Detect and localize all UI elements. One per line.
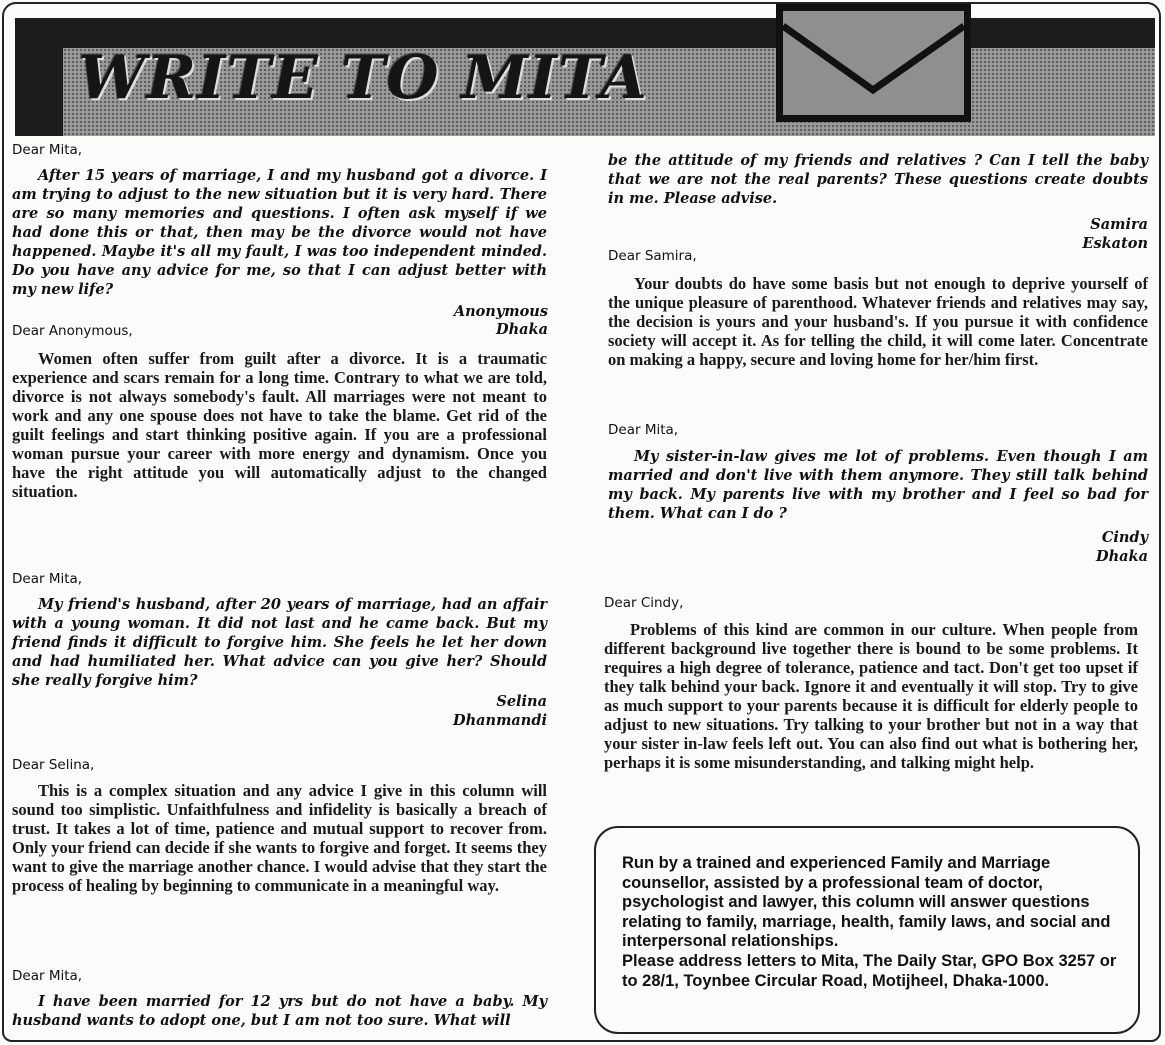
reply-4-salutation: Dear Cindy, — [604, 595, 684, 611]
info-box-description: Run by a trained and experienced Family and Marriage counsellor, assisted by a professional team of doctor, psychologist and lawyer, this column will answer questions relating to family, marriage, health, family laws, and social and interpersonal relationships. — [622, 854, 1111, 951]
reply-3-salutation: Dear Samira, — [608, 248, 697, 264]
page-title: WRITE TO MITA — [78, 43, 648, 113]
reply-1 — [12, 349, 547, 501]
reply-2-salutation: Dear Selina, — [12, 757, 95, 773]
letter-1-signature-name: Anonymous — [453, 303, 548, 320]
reply-2-body: This is a complex situation and any advice I give in this column will sound too simplistic. Unfaithfulness and infidelity is basically a breach of trust. It takes a lot of time, patience and mutual support to recover from. Only your friend can decide if she wants to forgive and forget. It seems they want to give the marriage another chance. I would advise that they start the process of healing by beginning to communicate in a meaningful way. — [12, 781, 547, 895]
letter-4-signature-name: Cindy — [1101, 529, 1148, 546]
letter-2-body: My friend's husband, after 20 years of marriage, had an affair with a young woman. It did not last and he came back. But my friend finds it difficult to forgive him. She feels he let her down and had humiliated her. What advice can you give her? Should she really forgive him? — [12, 596, 547, 689]
letter-2 — [12, 570, 547, 730]
letter-4-salutation: Dear Mita, — [608, 422, 679, 438]
column-info-box — [594, 826, 1140, 1034]
letter-2-salutation: Dear Mita, — [12, 571, 83, 587]
letter-1-signature — [400, 302, 548, 321]
letter-1-signature-place: Dhaka — [496, 321, 548, 338]
reply-3 — [608, 247, 1148, 369]
letter-3-body-part1: I have been married for 12 yrs but do not have a baby. My husband wants to adopt one, but I am not too sure. What will — [12, 993, 547, 1029]
reply-1-body: Women often suffer from guilt after a divorce. It is a traumatic experience and scars remain for a long time. Contrary to what we are told, divorce is not always somebody's fault. All marriages were not meant to work and any one spouse does not have to take the blame. Get rid of the guilt feelings and start thinking positive again. If you are a professional woman pursue your career with more energy and dynamism. Once you have the right attitude you will automatically adjust to the changed situation. — [12, 349, 547, 501]
letter-2-signature-place: Dhanmandi — [453, 712, 547, 729]
reply-4-body: Problems of this kind are common in our culture. When people from different background live together there is bound to be some problems. It requires a high degree of tolerance, patience and tact. Don't get too upset if they talk behind your back. Ignore it and eventually it will stop. Try to give as much support to your parents because it is difficult for elderly people to adjust to new situations. Try talking to your brother but not in a way that your sister in-law feels left out. You can also find out what is bothering her, perhaps it is some misunderstanding, and talking might help. — [604, 620, 1138, 772]
reply-3-body: Your doubts do have some basis but not enough to deprive yourself of the unique pleasure of parenthood. Whatever friends and relatives may say, the decision is yours and your husband's. If you pursue it with confidence society will accept it. As for telling the child, it will come later. Concentrate on making a happy, secure and loving home for her/him first. — [608, 274, 1148, 369]
letter-1-salutation: Dear Mita, — [12, 142, 83, 158]
letter-3-salutation: Dear Mita, — [12, 968, 83, 984]
letter-3-body-part2: be the attitude of my friends and relatives ? Can I tell the baby that we are not the real parents? These questions create doubts in me. Please advise. — [608, 152, 1148, 207]
left-column — [12, 141, 547, 299]
info-box-text — [622, 854, 1122, 991]
letter-3 — [12, 967, 547, 1030]
reply-1-salutation: Dear Anonymous, — [12, 323, 133, 339]
letter-4-body: My sister-in-law gives me lot of problems. Even though I am married and don't live with them anymore. They still talk behind my back. My parents live with my brother and I feel so bad for them. What can I do ? — [608, 448, 1148, 522]
letter-3-signature-place: Eskaton — [1082, 235, 1148, 252]
letter-3-signature-name: Samira — [1090, 216, 1148, 233]
letter-4 — [608, 421, 1148, 566]
letter-3-continued — [608, 151, 1148, 253]
letter-2-signature-name: Selina — [496, 693, 547, 710]
info-box-address: Please address letters to Mita, The Daily Star, GPO Box 3257 or to 28/1, Toynbee Circular Road, Motijheel, Dhaka-1000. — [622, 951, 1117, 990]
letter-4-signature-place: Dhaka — [1096, 548, 1148, 565]
reply-2 — [12, 756, 547, 895]
letter-1-body: After 15 years of marriage, I and my husband got a divorce. I am trying to adjust to the new situation but it is very hard. There are so many memories and questions. I often ask myself if we had done this or that, then may be the divorce would not have happened. Maybe it's all my fault, I was too independent minded. Do you have any advice for me, so that I can adjust better with my new life? — [12, 167, 547, 298]
reply-4 — [604, 594, 1138, 772]
envelope-icon — [770, 0, 977, 128]
